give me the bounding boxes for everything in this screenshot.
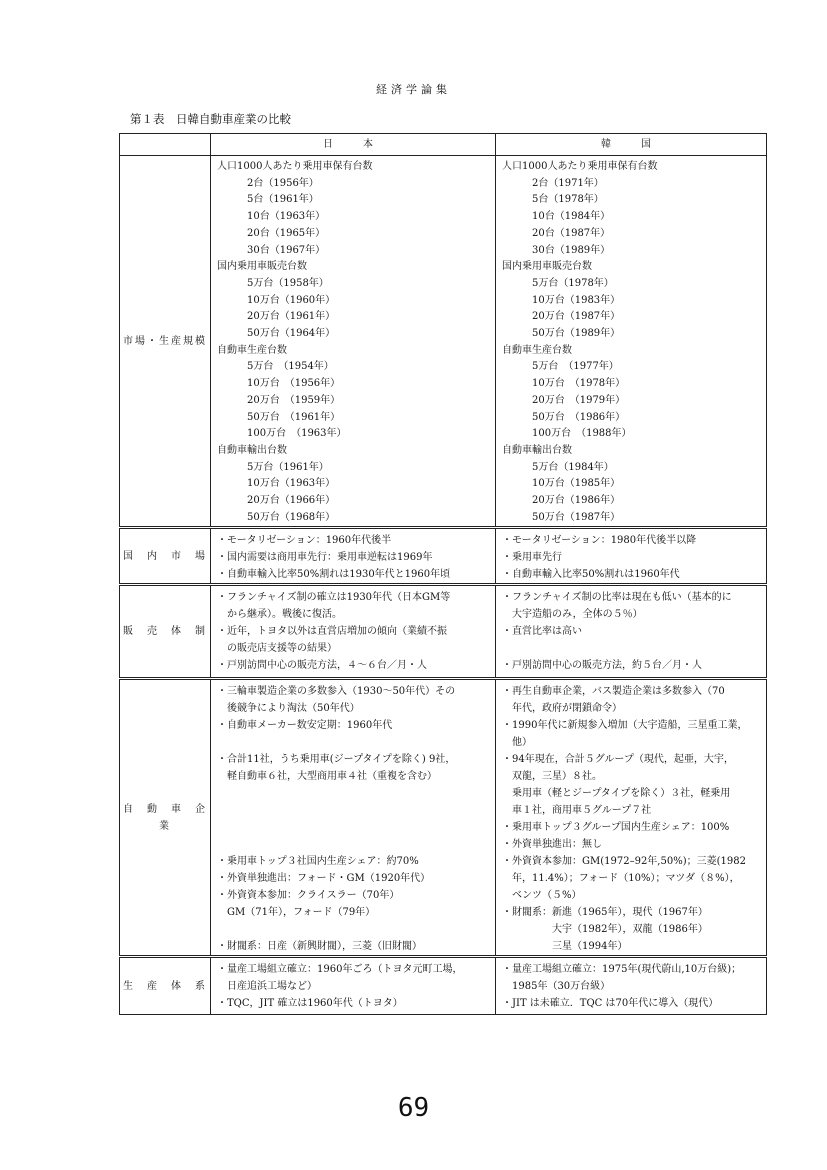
japan-cell xyxy=(211,585,496,679)
korea-cell xyxy=(496,528,767,585)
cell-line: 大宇（1982年），双龍（1986年） xyxy=(502,924,708,936)
cell-line: 30台（1989年） xyxy=(502,244,611,256)
cell-line: ・自動車輸入比率50%割れは1960年代 xyxy=(502,569,680,581)
category-cell: 生 産 体 系 xyxy=(120,957,211,1015)
cell-line: ・外資資本参加：GM(1972–92年,50%)；三菱(1982 xyxy=(502,856,746,868)
cell-line: 50万台（1989年） xyxy=(502,328,621,340)
cell-line: 国内乗用車販売台数 xyxy=(217,261,307,273)
cell-line: ・戸別訪問中心の販売方法，約５台／月・人 xyxy=(502,660,702,672)
cell-line: 自動車輸出台数 xyxy=(217,444,287,456)
cell-line: ・乗用車トップ３グループ国内生産シェア：100% xyxy=(502,822,730,834)
cell-line: 50万台 （1986年） xyxy=(502,411,626,423)
cell-line: 5万台 （1977年） xyxy=(502,361,619,373)
japan-lines xyxy=(211,958,495,1012)
cell-line: 5台（1961年） xyxy=(217,194,319,206)
row-sales-system xyxy=(120,585,767,679)
cell-line xyxy=(211,819,495,836)
row-market-scale xyxy=(120,156,767,528)
category-cell: 国 内 市 場 xyxy=(120,528,211,585)
korea-lines xyxy=(496,958,766,1012)
cell-line: 5万台（1984年） xyxy=(502,461,614,473)
row-auto-companies xyxy=(120,679,767,957)
header-japan: 日 本 xyxy=(211,134,496,156)
cell-line: 後競争により淘汰（50年代） xyxy=(217,703,360,715)
cell-line: 年，11.4%）；フォード（10%）；マツダ（８%）， xyxy=(502,873,740,885)
cell-line: 国内乗用車販売台数 xyxy=(502,261,592,273)
cell-line: 自動車生産台数 xyxy=(217,344,287,356)
cell-line: ・外資単独進出：無し xyxy=(502,839,602,851)
cell-line: 20台（1987年） xyxy=(502,227,611,239)
cell-line: 5台（1978年） xyxy=(502,194,604,206)
category-cell: 販 売 体 制 xyxy=(120,585,211,679)
cell-line xyxy=(496,640,766,657)
cell-line: 5万台（1958年） xyxy=(217,277,329,289)
japan-lines xyxy=(211,586,495,674)
cell-line: ベンツ（５%） xyxy=(502,890,582,902)
cell-line: 50万台（1964年） xyxy=(217,328,336,340)
cell-line: ・JIT は未確立．TQC は70年代に導入（現代） xyxy=(502,998,719,1010)
cell-line: 10万台 （1956年） xyxy=(217,378,341,390)
cell-line: ・TQC，JIT 確立は1960年代（トヨタ） xyxy=(217,998,403,1010)
cell-line: 20万台（1966年） xyxy=(217,495,336,507)
category-cell: 市場・生産規模 xyxy=(120,156,211,528)
cell-line: ・近年，トヨタ以外は直営店増加の傾向（業績不振 xyxy=(217,626,447,638)
cell-line: 20万台（1961年） xyxy=(217,311,336,323)
cell-line: 20万台 （1979年） xyxy=(502,394,626,406)
cell-line: ・モータリゼーション：1980年代後半以降 xyxy=(502,535,697,547)
row-domestic-market xyxy=(120,528,767,585)
cell-line: 10万台（1983年） xyxy=(502,294,621,306)
cell-line: 1985年（30万台級） xyxy=(502,981,611,993)
cell-line: から継承）。戦後に復活。 xyxy=(217,609,342,621)
cell-line xyxy=(211,836,495,853)
cell-line: 10台（1963年） xyxy=(217,211,326,223)
cell-line: 5万台（1978年） xyxy=(502,277,614,289)
cell-line: 他） xyxy=(502,737,532,749)
japan-cell xyxy=(211,528,496,585)
cell-line: ・外資資本参加：クライスラー（70年） xyxy=(217,890,400,902)
cell-line: 年代，政府が閉鎖命令） xyxy=(502,703,622,715)
header-korea: 韓 国 xyxy=(496,134,767,156)
korea-cell xyxy=(496,957,767,1015)
cell-line: 50万台 （1961年） xyxy=(217,411,341,423)
cell-line: ・フランチャイズ制の確立は1930年代（日本GM等 xyxy=(217,592,451,604)
korea-lines xyxy=(496,156,766,526)
cell-line: 自動車輸出台数 xyxy=(502,444,572,456)
cell-line: 50万台（1968年） xyxy=(217,511,336,523)
korea-lines xyxy=(496,680,766,955)
cell-line: 20万台 （1959年） xyxy=(217,394,341,406)
cell-line: 100万台 （1988年） xyxy=(502,428,632,440)
cell-line: 10台（1984年） xyxy=(502,211,611,223)
cell-line: 2台（1971年） xyxy=(502,177,604,189)
cell-line: ・戸別訪問中心の販売方法，４～６台／月・人 xyxy=(217,660,427,672)
cell-line: ・乗用車トップ３社国内生産シェア：約70% xyxy=(217,856,419,868)
korea-cell xyxy=(496,585,767,679)
header-blank xyxy=(120,134,211,156)
cell-line: 乗用車（軽とジープタイプを除く）３社，軽乗用 xyxy=(502,788,731,800)
korea-cell xyxy=(496,156,767,528)
cell-line: ・モータリゼーション：1960年代後半 xyxy=(217,535,392,547)
cell-line: 20台（1965年） xyxy=(217,227,326,239)
cell-line xyxy=(211,802,495,819)
cell-line: ・外資単独進出：フォード・GM（1920年代） xyxy=(217,873,431,885)
cell-line: ・量産工場組立確立：1975年(現代蔚山,10万台級)； xyxy=(502,964,742,976)
category-cell: 自 動 車 企 業 xyxy=(120,679,211,957)
cell-line: GM（71年），フォード（79年） xyxy=(217,907,376,919)
cell-line: ・94年現在，合計５グループ（現代，起亜，大宇， xyxy=(502,754,734,766)
japan-cell xyxy=(211,679,496,957)
cell-line: 2台（1956年） xyxy=(217,177,319,189)
cell-line: ・財閥系：新進（1965年），現代（1967年） xyxy=(502,907,708,919)
cell-line: 軽自動車６社，大型商用車４社（重複を含む） xyxy=(217,771,437,783)
running-header: 経済学論集 xyxy=(376,83,451,96)
cell-line: 人口1000人あたり乗用車保有台数 xyxy=(502,161,658,172)
cell-line: 三星（1994年） xyxy=(502,941,628,953)
japan-lines xyxy=(211,680,495,955)
cell-line: 日産追浜工場など） xyxy=(217,981,317,993)
japan-lines xyxy=(211,529,495,583)
page-number: 69 xyxy=(397,1093,430,1123)
cell-line: 人口1000人あたり乗用車保有台数 xyxy=(217,161,373,172)
table-caption: 第１表 日韓自動車産業の比較 xyxy=(130,112,291,126)
table-header-row xyxy=(120,134,767,156)
cell-line: ・国内需要は商用車先行：乗用車逆転は1969年 xyxy=(217,552,433,564)
cell-line: 5万台（1961年） xyxy=(217,461,329,473)
cell-line: ・合計11社，うち乗用車(ジープタイプを除く) 9社， xyxy=(217,754,456,766)
japan-cell xyxy=(211,156,496,528)
cell-line: 10万台（1963年） xyxy=(217,478,336,490)
cell-line: ・直営比率は高い xyxy=(502,626,582,638)
korea-cell xyxy=(496,679,767,957)
cell-line: 20万台（1987年） xyxy=(502,311,621,323)
cell-line: 双龍，三星）８社。 xyxy=(502,771,602,783)
cell-line: 10万台 （1978年） xyxy=(502,378,626,390)
japan-cell xyxy=(211,957,496,1015)
cell-line xyxy=(211,734,495,751)
cell-line: 大宇造船のみ，全体の５％） xyxy=(502,609,643,621)
cell-line xyxy=(211,921,495,938)
cell-line: ・財閥系：日産（新興財閥），三菱（旧財閥） xyxy=(217,941,422,953)
cell-line: ・三輪車製造企業の多数参入（1930～50年代）その xyxy=(217,686,456,698)
korea-lines xyxy=(496,586,766,674)
cell-line: ・乗用車先行 xyxy=(502,552,562,564)
cell-line: 20万台（1986年） xyxy=(502,495,621,507)
cell-line: の販売店支援等の結果） xyxy=(217,643,337,655)
cell-line: ・量産工場組立確立：1960年ごろ（トヨタ元町工場， xyxy=(217,964,463,976)
cell-line: 30台（1967年） xyxy=(217,244,326,256)
cell-line: ・1990年代に新規参入増加（大宇造船，三星重工業， xyxy=(502,720,748,732)
korea-lines xyxy=(496,529,766,583)
japan-lines xyxy=(211,156,495,526)
cell-line xyxy=(211,785,495,802)
row-production-system xyxy=(120,957,767,1015)
cell-line: 10万台（1985年） xyxy=(502,478,621,490)
comparison-table xyxy=(119,133,767,1015)
cell-line: 100万台 （1963年） xyxy=(217,428,347,440)
cell-line: ・自動車輸入比率50%割れは1930年代と1960年頃 xyxy=(217,569,451,581)
cell-line: ・再生自動車企業，バス製造企業は多数参入（70 xyxy=(502,686,725,698)
cell-line: 10万台（1960年） xyxy=(217,294,336,306)
cell-line: ・フランチャイズ制の比率は現在も低い（基本的に xyxy=(502,592,732,604)
cell-line: ・自動車メーカー数安定期：1960年代 xyxy=(217,720,393,732)
cell-line: 自動車生産台数 xyxy=(502,344,572,356)
cell-line: 車１社，商用車５グループ７社 xyxy=(502,805,652,817)
cell-line: 50万台（1987年） xyxy=(502,511,621,523)
cell-line: 5万台 （1954年） xyxy=(217,361,334,373)
